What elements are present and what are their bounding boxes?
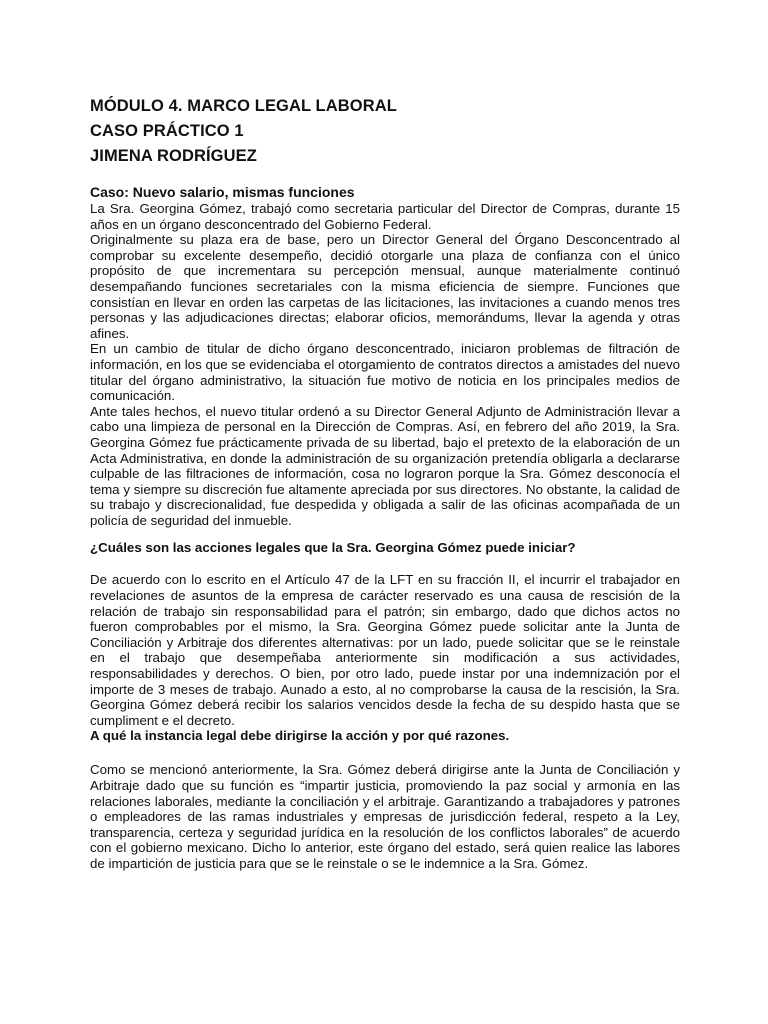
- case-title: Caso: Nuevo salario, mismas funciones: [90, 184, 355, 200]
- case-paragraph-1: La Sra. Georgina Gómez, trabajó como secretaria particular del Director de Compras, durante 15 años en un órgano desconcentrado del Gobierno Federal.: [90, 201, 680, 232]
- question-1: ¿Cuáles son las acciones legales que la Sra. Georgina Gómez puede iniciar?: [90, 540, 576, 556]
- case-heading: CASO PRÁCTICO 1: [90, 122, 244, 140]
- answer-1: De acuerdo con lo escrito en el Artículo 47 de la LFT en su fracción II, el incurrir el trabajador en revelaciones de asuntos de la empresa de carácter reservado es una causa de rescisión de la relación de trabajo sin responsabilidad para el patrón; sin embargo, dado que dichos actos no fueron comprobables por el mismo, la Sra. Georgina Gómez puede solicitar ante la Junta de Conciliación y Arbitraje dos diferentes alternativas: por un lado, puede solicitar que se le reinstale en el trabajo que desempeñaba anteriormente sin modificación a sus actividades, responsabilidades y derechos. O bien, por otro lado, puede instar por una indemnización por el importe de 3 meses de trabajo. Aunado a esto, al no comprobarse la causa de la rescisión, la Sra. Georgina Gómez deberá recibir los salarios vencidos desde la fecha de su despido hasta que se cumpliment e el decreto.: [90, 572, 680, 728]
- case-paragraph-2: Originalmente su plaza era de base, pero un Director General del Órgano Desconcentrado al comprobar su excelente desempeño, decidió otorgarle una plaza de confianza con el único propósito de que incrementara su percepción mensual, aunque materialmente continuó desempañando funciones secretariales con la misma eficiencia de siempre. Funciones que consistían en llevar en orden las carpetas de las licitaciones, las invitaciones a cuando menos tres personas y las adjudicaciones directas; elaborar oficios, memorándums, llevar la agenda y otras afines.: [90, 232, 680, 341]
- module-heading: MÓDULO 4. MARCO LEGAL LABORAL: [90, 97, 397, 115]
- case-paragraph-4: Ante tales hechos, el nuevo titular ordenó a su Director General Adjunto de Administración llevar a cabo una limpieza de personal en la Dirección de Compras. Así, en febrero del año 2019, la Sra. Georgina Gómez fue prácticamente privada de su libertad, bajo el pretexto de la elaboración de un Acta Administrativa, en donde la administración de su organización pretendía obligarla a declararse culpable de las filtraciones de información, cosa no lograron porque la Sra. Gómez desconocía el tema y siempre su discreción fue altamente apreciada por sus directores. No obstante, la calidad de su trabajo y discrecionalidad, fue despedida y obligada a salir de las oficinas acompañada de un policía de seguridad del inmueble.: [90, 403, 680, 528]
- document-page: [90, 94, 680, 872]
- question-2: A qué la instancia legal debe dirigirse la acción y por qué razones.: [90, 728, 510, 744]
- case-paragraph-3: En un cambio de titular de dicho órgano desconcentrado, iniciaron problemas de filtración de información, en los que se evidenciaba el otorgamiento de contratos directos a amistades del nuevo titular del órgano administrativo, la situación fue motivo de noticia en los principales medios de comunicación.: [90, 341, 680, 404]
- author-heading: JIMENA RODRÍGUEZ: [90, 147, 257, 165]
- answer-2: Como se mencionó anteriormente, la Sra. Gómez deberá dirigirse ante la Junta de Conciliación y Arbitraje dado que su función es “impartir justicia, promoviendo la paz social y armonía en las relaciones laborales, mediante la conciliación y el arbitraje. Garantizando a trabajadores y patrones o empleadores de las ramas industriales y empresas de jurisdicción federal, respeto a la Ley, transparencia, certeza y seguridad jurídica en la resolución de los conflictos laborales” de acuerdo con el gobierno mexicano. Dicho lo anterior, este órgano del estado, será quien realice las labores de impartición de justicia para que se le reinstale o se le indemnice a la Sra. Gómez.: [90, 762, 680, 871]
